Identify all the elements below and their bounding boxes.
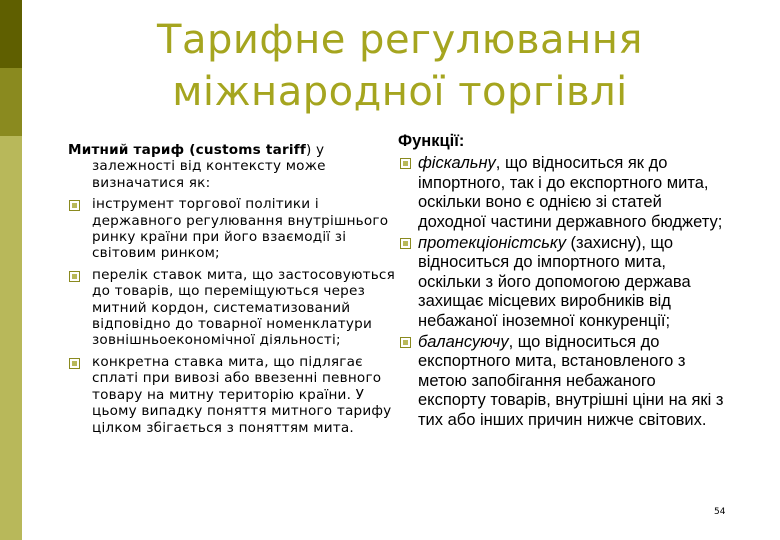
decorative-stripe-middle xyxy=(0,68,22,136)
tariff-definition-intro xyxy=(68,142,398,191)
decorative-stripe-top xyxy=(0,0,22,68)
function-item xyxy=(398,154,728,232)
list-item-text: перелік ставок мита, що застосовуються до товарів, що переміщуються через митний кордон, систематизований відповідно до товарної номенклатури зовнішньоекономічної діяльності; xyxy=(92,266,395,349)
slide-title-line-2: міжнародної торгівлі xyxy=(172,69,628,115)
square-bullet-icon xyxy=(400,337,411,348)
square-bullet-icon xyxy=(69,271,80,282)
function-description: , що відноситься як до імпортного, так і до експортного мита, оскільки воно є однією зі статей доходної частини державного бюджету; xyxy=(418,154,723,231)
function-term: балансуючу xyxy=(418,333,509,352)
square-bullet-icon xyxy=(400,238,411,249)
square-bullet-icon xyxy=(69,358,80,369)
list-item-text: конкретна ставка мита, що підлягає сплаті при вивозі або ввезенні певного товару на митну територію країни. У цьому випадку поняття митного тарифу цілком збігається з поняттям мита. xyxy=(92,353,392,436)
list-item xyxy=(68,196,398,262)
page-number: 54 xyxy=(714,507,726,517)
function-term: протекціоністську xyxy=(418,234,566,253)
list-item xyxy=(68,267,398,349)
function-term: фіскальну xyxy=(418,154,496,173)
square-bullet-icon xyxy=(69,200,80,211)
tariff-intro-text: ) у залежності від контексту може визначатися як: xyxy=(92,142,326,191)
right-column xyxy=(398,132,728,430)
list-item xyxy=(68,354,398,436)
function-item xyxy=(398,234,728,331)
function-description: (захисну), що відноситься до імпортного мита, оскільки з його допомогою держава захищає місцевих виробників від небажаної іноземної конкуренції; xyxy=(418,234,691,330)
tariff-term: Митний тариф (customs tariff xyxy=(68,142,306,158)
function-item xyxy=(398,333,728,430)
functions-heading: Функції: xyxy=(398,132,465,150)
list-item-text: інструмент торгової політики і державного регулювання внутрішнього ринку країни при його взаємодії зі світовим ринком; xyxy=(92,196,389,262)
function-description: , що відноситься до експортного мита, встановленого з метою запобігання небажаного експорту товарів, внутрішні ціни на які з тих або інших причин нижче світових. xyxy=(418,333,724,429)
square-bullet-icon xyxy=(400,158,411,169)
slide-title-line-1: Тарифне регулювання xyxy=(157,17,643,63)
left-column xyxy=(68,142,398,436)
slide-title xyxy=(100,14,700,118)
decorative-stripe-bottom xyxy=(0,136,22,540)
